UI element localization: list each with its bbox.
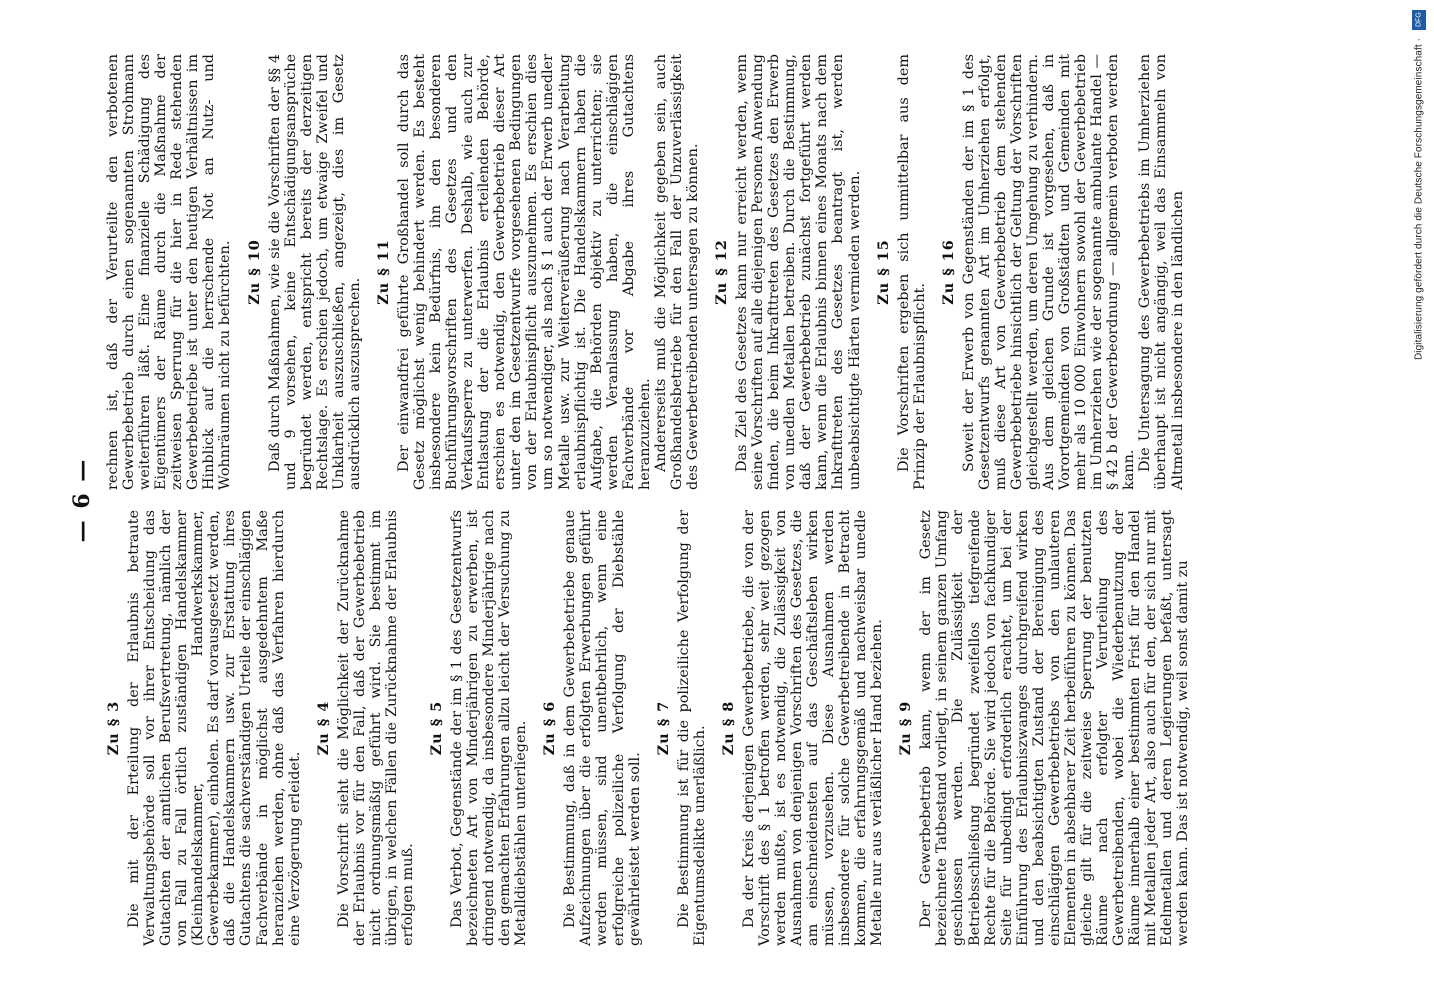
page-number: — 6 —	[69, 457, 95, 543]
section-heading: Zu § 7	[654, 700, 672, 756]
body-paragraph: Da der Kreis derjenigen Gewerbebetriebe, die von der Vorschrift des § 1 betroffen werden, sehr weit gezogen werden mußte, ist es notwendig, die Zulässigkeit von Ausnahmen von denjenigen Vorschriften des Gesetzes, die am einschneidensten auf das Geschäftsleben wirken müssen, vorzusehen. Diese Ausnahmen werden insbesondere für solche Gewerbetreibende in Betracht kommen, die erfahrungsgemäß und nachweisbar unedle Metalle nur aus verläßlicher Hand beziehen.	[740, 510, 886, 946]
body-paragraph: Daß durch Maßnahmen, wie sie die Vorschriften der §§ 4 und 9 vorsehen, keine Entschädigungsansprüche begründet werden, entspricht bereits der derzeitigen Rechtslage. Es erschien jedoch, um etwaige Zweifel und Unklarheit auszuschließen, angezeigt, dies im Gesetz ausdrücklich auszusprechen.	[266, 54, 363, 490]
body-paragraph: Die Vorschriften ergeben sich unmittelbar aus dem Prinzip der Erlaubnispflicht.	[895, 54, 928, 490]
body-paragraph: Die mit der Erteilung der Erlaubnis betraute Verwaltungsbehörde soll vor ihrer Entscheidung das Gutachten der amtlichen Berufsvertretung, nämlich der von Fall zu Fall örtlich zuständigen Handelskammer (Kleinhandelskammer, Handwerkskammer, Gewerbekammer), einholen. Es darf vorausgesetzt werden, daß die Handelskammern usw. zur Erstattung ihres Gutachtens die sachverständigen Urteile der einschlägigen Fachverbände in möglichst ausgedehntem Maße heranziehen werden, ohne daß das Verfahren hierdurch eine Verzögerung erleidet.	[126, 510, 303, 946]
section-heading: Zu § 12	[713, 239, 731, 305]
section-heading: Zu § 9	[897, 700, 915, 756]
section-heading: Zu § 3	[105, 700, 122, 756]
body-paragraph: Die Bestimmung ist für die polizeiliche Verfolgung der Eigentumsdelikte unerläßlich.	[675, 510, 708, 946]
section-heading: Zu § 4	[314, 700, 332, 756]
section-heading: Zu § 11	[374, 239, 392, 305]
body-paragraph: Die Untersagung des Gewerbebetriebs im Umherziehen überhaupt ist nicht angängig, weil das Einsammeln von Altmetall insbesondere in den ländlichen	[1137, 54, 1186, 490]
body-paragraph: Die Vorschrift sieht die Möglichkeit der Zurücknahme der Erlaubnis vor für den Fall, daß der Gewerbebetrieb nicht ordnungsmäßig geführt wird. Sie bestimmt im übrigen, in welchen Fällen die Zurücknahme der Erlaubnis erfolgen muß.	[335, 510, 416, 946]
section-heading: Zu § 8	[719, 700, 737, 756]
document-page	[47, 30, 1387, 970]
section-heading: Zu § 10	[245, 239, 263, 305]
body-paragraph: Soweit der Erwerb von Gegenständen der im § 1 des Gesetzentwurfs genannten Art im Umherziehen erfolgt, muß diese Art von Gewerbebetrieb dem stehenden Gewerbebetriebe hinsichtlich der Geltung der Vorschriften gleichgestellt werden, um deren Umgehung zu verhindern. Aus dem gleichen Grunde ist vorgesehen, daß in Vorortgemeinden von Großstädten und Gemeinden mit mehr als 10 000 Einwohnern sowohl der Gewerbebetrieb im Umherziehen wie der sogenannte ambulante Handel — § 42 b der Gewerbeordnung — allgemein verboten werden kann.	[960, 54, 1138, 490]
right-column	[105, 54, 1191, 490]
body-paragraph: Das Ziel des Gesetzes kann nur erreicht werden, wenn seine Vorschriften auf alle diejenigen Personen Anwendung finden, die beim Inkrafttreten des Gesetzes den Erwerb von unedlen Metallen betreiben. Durch die Bestimmung, daß der Gewerbebetrieb zunächst fortgeführt werden kann, wenn die Erlaubnis binnen eines Monats nach dem Inkrafttreten des Gesetzes beantragt ist, werden unbeabsichtigte Härten vermieden werden.	[734, 54, 863, 490]
credit-text: Digitalisierung gefördert durch die Deutsche Forschungsgemeinschaft ·	[1413, 37, 1425, 361]
body-paragraph: Das Verbot, Gegenstände der im § 1 des Gesetzentwurfs bezeichneten Art von Minderjährigen zu erwerben, ist dringend notwendig, da insbesondere Minderjährige nach den gemachten Erfahrungen allzu leicht der Versuchung zu Metalldiebstählen unterliegen.	[449, 510, 530, 946]
section-heading: Zu § 6	[541, 700, 559, 756]
body-paragraph: rechnen ist, daß der Verurteilte den verbotenen Gewerbebetrieb durch einen sogenannten Strohmann weiterführen läßt. Eine finanzielle Schädigung des Eigentümers der Räume durch die Maßnahme der zeitweisen Sperrung für die hier in Rede stehenden Gewerbebetriebe ist unter den heutigen Verhältnissen im Hinblick auf die herrschende Not an Nutz- und Wohnräumen nicht zu befürchten.	[105, 54, 234, 490]
section-heading: Zu § 16	[939, 239, 957, 305]
dfg-logo-badge: DFG	[1412, 10, 1426, 30]
body-paragraph: Andererseits muß die Möglichkeit gegeben sein, auch Großhandelsbetriebe für den Fall der Unzuverlässigkeit des Gewerbetreibenden untersagen zu können.	[652, 54, 701, 490]
body-paragraph: Die Bestimmung, daß in dem Gewerbebetriebe genaue Aufzeichnungen über die erfolgten Erwerbungen geführt werden müssen, sind unentbehrlich, wenn eine erfolgreiche polizeiliche Verfolgung der Diebstähle gewährleistet werden soll.	[562, 510, 643, 946]
left-column	[105, 510, 1191, 946]
section-heading: Zu § 15	[874, 239, 892, 305]
body-paragraph: Der Gewerbebetrieb kann, wenn der im Gesetz bezeichnete Tatbestand vorliegt, in seinem ganzen Umfang geschlossen werden. Die Zulässigkeit der Betriebsschließung begründet zweifellos tiefgreifende Rechte für die Behörde. Sie wird jedoch von fachkundiger Seite für unbedingt erforderlich erachtet, um bei der Einführung des Erlaubniszwanges durchgreifend wirken und den beabsichtigten Zustand der Bereinigung des einschlägigen Gewerbebetriebs von den unlauteren Elementen in absehbarer Zeit herbeiführen zu können. Das gleiche gilt für die zeitweise Sperrung der benutzten Räume nach erfolgter Verurteilung des Gewerbetreibenden, wobei die Wiederbenutzung der Räume innerhalb einer bestimmten Frist für den Handel mit Metallen jeder Art, also auch für den, der sich nur mit Edelmetallen und deren Legierungen befaßt, untersagt werden kann. Das ist notwendig, weil sonst damit zu	[918, 510, 1192, 946]
digitization-credit	[1408, 4, 1430, 394]
body-paragraph: Der einwandfrei geführte Großhandel soll durch das Gesetz möglichst wenig behindert werden. Es besteht insbesondere kein Bedürfnis, ihn den besonderen Buchführungsvorschriften des Gesetzes und den Verkaufssperre zu unterwerfen. Deshalb, wie auch zur Entlastung der die Erlaubnis erteilenden Behörde, erschien es notwendig, den Gewerbebetrieb dieser Art unter den im Gesetzentwurfe vorgesehenen Bedingungen von der Erlaubnispflicht auszunehmen. Es erschien dies um so notwendiger, als nach § 1 auch der Erwerb unedler Metalle usw. zur Weiterveräußerung nach Verarbeitung erlaubnispflichtig ist. Die Handelskammern haben die Aufgabe, die Behörden objektiv zu unterrichten; sie werden Veranlassung haben, die einschlägigen Fachverbände vor Abgabe ihres Gutachtens heranzuziehen.	[395, 54, 653, 490]
section-heading: Zu § 5	[428, 700, 445, 756]
